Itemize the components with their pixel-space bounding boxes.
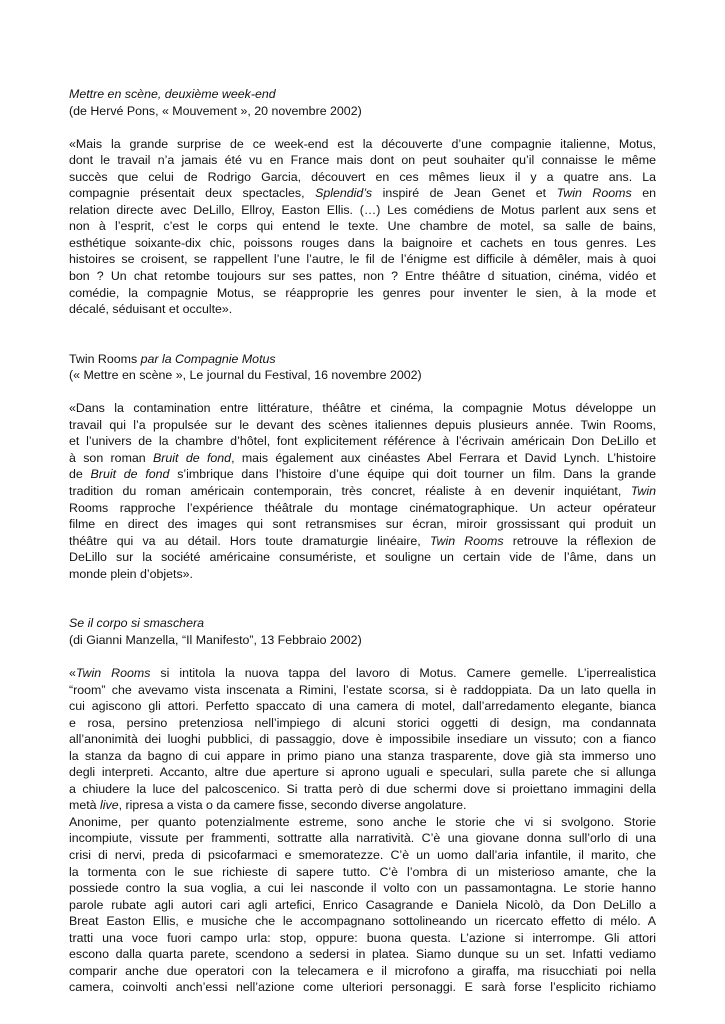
article-title: Se il corpo si smaschera [69, 616, 204, 631]
body-line: Anonime, per quanto potenzialmente estreme, sono anche le storie che vi si svolgono. Storie [69, 814, 656, 829]
body-line: «Dans la contamination entre littérature, théâtre et cinéma, la compagnie Motus développe un [69, 401, 656, 416]
body-line: escono dalla quarta parete, scendono a sedersi in platea. Siamo dunque su un set. Infatti vediamo [69, 947, 656, 962]
article-title: Twin Rooms par la Compagnie Motus [69, 351, 276, 366]
body-line: comparir anche due operatori con la telecamera e il microfono a giraffa, ma risucchiati poi nella [69, 963, 656, 978]
body-line: bon ? Un chat retombe toujours sur ses pattes, non ? Entre théâtre d situation, cinéma, vidéo et [69, 269, 656, 284]
body-line: de Bruit de fond s’imbrique dans l’histoire d’une équipe qui doit tourner un film. Dans la grande [69, 467, 656, 482]
body-line: monde plein d’objets». [69, 566, 193, 581]
body-line: metà live, ripresa a vista o da camere fisse, secondo diverse angolature. [69, 798, 467, 813]
body-line: crisi di nervi, preda di psicofarmaci e smemoratezze. C’è un uomo dall’aria infantile, il marito, che [69, 847, 656, 862]
body-line: à son roman Bruit de fond, mais également aux cinéastes Abel Ferrara et David Lynch. L’histoire [69, 450, 656, 465]
body-line: travail qui l’a propulsée sur le devant des scènes italiennes depuis plusieurs année. Twin Rooms, [69, 417, 656, 432]
article-source: (« Mettre en scène », Le journal du Festival, 16 novembre 2002) [69, 368, 422, 383]
article-section-3 [69, 615, 656, 996]
article-source: (di Gianni Manzella, “Il Manifesto”, 13 Febbraio 2002) [69, 632, 362, 647]
article-source: (de Hervé Pons, « Mouvement », 20 novembre 2002) [69, 103, 362, 118]
body-line: cui agiscono gli attori. Perfetto spaccato di una camera di motel, dall’arredamento elegante, bianca [69, 699, 656, 714]
body-line: relation directe avec DeLillo, Ellroy, Easton Ellis. (…) Les comédiens de Motus parlent aux sens et [69, 202, 656, 217]
document-page [69, 86, 656, 996]
body-line: théâtre qui va au détail. Hors toute dramaturgie linéaire, Twin Rooms retrouve la réflexion de [69, 533, 656, 548]
body-line: esthétique soixante-dix chic, poissons rouges dans la baignoire et cachets en tous genres. Les [69, 235, 656, 250]
body-line: «Mais la grande surprise de ce week-end est la découverte d’une compagnie italienne, Motus, [69, 136, 656, 151]
body-line: e rosa, persino pretenziosa nell’impiego di alcuni storici oggetti di design, ma condannata [69, 715, 656, 730]
body-line: succès que celui de Rodrigo Garcia, découvert en ces mêmes lieux il y a quatre ans. La [69, 169, 656, 184]
body-line: “room” che avevamo vista inscenata a Rimini, l’estate scorsa, si è raddoppiata. Da un lato quella in [69, 682, 656, 697]
body-line: degli interpreti. Accanto, altre due aperture si aprono uguali e speculari, sulla parete che si allunga [69, 765, 656, 780]
article-body [69, 665, 656, 996]
article-section-2 [69, 351, 656, 583]
body-line: tratti una voce fuori campo urla: stop, oppure: buona questa. L’azione si interrompe. Gli attori [69, 930, 656, 945]
body-line: a chiudere la luce del palcoscenico. Si tratta però di due schermi dove si proiettano immagini della [69, 781, 656, 796]
article-body [69, 136, 656, 318]
body-line: Rooms rapproche l’expérience théâtrale du montage cinématographique. Un acteur opérateur [69, 500, 656, 515]
body-line: non à l’esprit, c’est le corps qui entend le texte. Une chambre de motel, sa salle de bains, [69, 219, 656, 234]
body-line: all’anonimità dei luoghi pubblici, di passaggio, dove è impossibile insediare un vissuto; con a fianco [69, 732, 656, 747]
body-line: incompiute, vissute per frammenti, sottratte alla narratività. C’è una giovane donna sull’orlo di una [69, 831, 656, 846]
body-line: filme en direct des images qui sont retransmises sur écran, miroir grossissant qui produit un [69, 517, 656, 532]
body-line: Breat Easton Ellis, e musiche che le accompagnano sottolineando un ricercato effetto di mélo. A [69, 914, 656, 929]
body-line: histoires se croisent, se rappellent l’une l’autre, le fil de l’énigme est difficile à démêler, mais à quoi [69, 252, 656, 267]
body-line: et l’univers de la chambre d’hôtel, font explicitement référence à l’écrivain américain Don DeLillo et [69, 434, 656, 449]
body-line: comédie, la compagnie Motus, se réapproprie les genres pour inventer le sien, à la mode et [69, 285, 656, 300]
article-body [69, 400, 656, 582]
body-line: possiede contro la sua voglia, a cui lei nasconde il volto con un passamontagna. Le storie hanno [69, 881, 656, 896]
body-line: camera, coinvolti anch’essi nell’azione come ulteriori personaggi. E sarà forse l’esplicito richiamo [69, 980, 656, 995]
body-line: «Twin Rooms si intitola la nuova tappa del lavoro di Motus. Camere gemelle. L’iperrealistica [69, 665, 656, 680]
body-line: compagnie présentait deux spectacles, Splendid’s inspiré de Jean Genet et Twin Rooms en [69, 186, 656, 201]
article-title: Mettre en scène, deuxième week-end [69, 87, 276, 101]
body-line: tradition du roman américain contemporain, très concret, réaliste à en devenir inquiétant, Twin [69, 484, 656, 499]
body-line: parole rubate agli autori cari agli artefici, Enrico Casagrande e Daniela Nicolò, da Don DeLillo a [69, 897, 656, 912]
article-section-1 [69, 86, 656, 318]
body-line: dont le travail n’a jamais été vu en France mais dont on peut souhaiter qu’il connaisse le même [69, 153, 656, 168]
body-line: décalé, séduisant et occulte». [69, 302, 233, 317]
body-line: la stanza da bagno di cui appare in primo piano una stanza trasparente, dove già sta immerso uno [69, 748, 656, 763]
body-line: DeLillo sur la société américaine consumériste, et souligne un certain vide de l’âme, dans un [69, 550, 656, 565]
body-line: la tormenta con le sue richieste di sapere tutto. C’è l’ombra di un misterioso amante, che la [69, 864, 656, 879]
